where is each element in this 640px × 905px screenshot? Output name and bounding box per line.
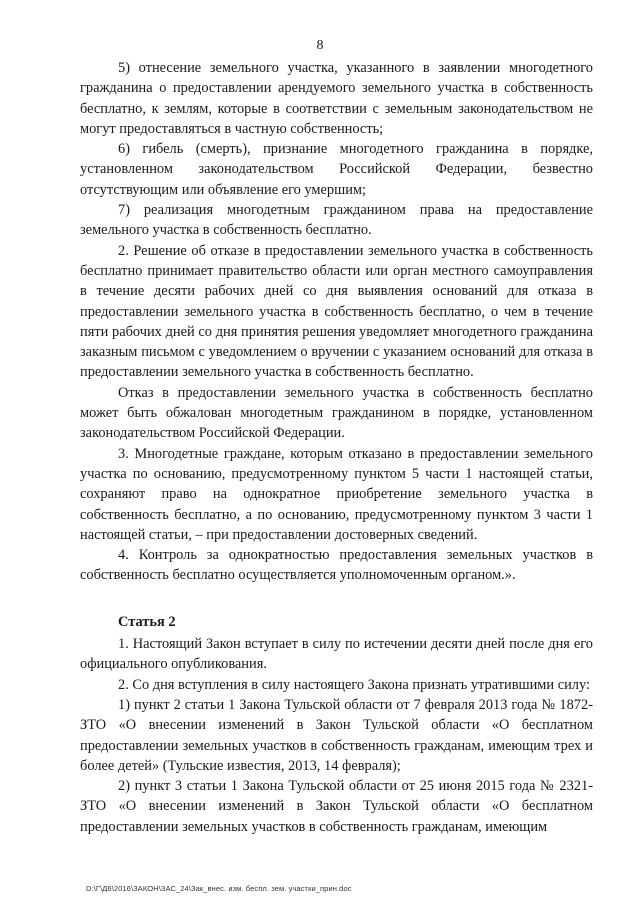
- paragraph: 2) пункт 3 статьи 1 Закона Тульской области от 25 июня 2015 года № 2321-ЗТО «О внесении изменений в Закон Тульской области «О бесплатном предоставлении земельных участков в собственность гражданам, имеющим: [80, 778, 593, 835]
- document-body: [80, 58, 593, 837]
- paragraph: 1) пункт 2 статьи 1 Закона Тульской области от 7 февраля 2013 года № 1872-ЗТО «О внесении изменений в Закон Тульской области «О бесплатном предоставлении земельных участков в собственность гражданам, имеющим трех и более детей» (Тульские известия, 2013, 14 февраля);: [80, 696, 593, 774]
- paragraph: 2. Со дня вступления в силу настоящего Закона признать утратившими силу:: [118, 676, 590, 693]
- paragraph: Отказ в предоставлении земельного участка в собственность бесплатно может быть обжалован многодетным гражданином в порядке, установленном законодательством Российской Федерации.: [80, 384, 593, 442]
- page-number: 8: [316, 38, 324, 53]
- paragraph: 7) реализация многодетным гражданином права на предоставление земельного участка в собственность бесплатно.: [80, 202, 593, 239]
- paragraph: 4. Контроль за однократностью предоставления земельных участков в собственность бесплатно осуществляется уполномоченным органом.».: [80, 547, 593, 584]
- paragraph: 6) гибель (смерть), признание многодетного гражданина в порядке, установленном законодательством Российской Федерации, безвестно отсутствующим или объявление его умершим;: [80, 141, 593, 198]
- paragraph: 3. Многодетные граждане, которым отказано в предоставлении земельного участка по основанию, предусмотренному пунктом 5 части 1 настоящей статьи, сохраняют право на однократное приобретение земельного участка в собственность бесплатно, а по основанию, предусмотренному пунктом 3 части 1 настоящей статьи, – при предоставлении достоверных сведений.: [80, 445, 593, 543]
- paragraph: 1. Настоящий Закон вступает в силу по истечении десяти дней после дня его официального опубликования.: [80, 636, 593, 673]
- article-heading: Статья 2: [118, 613, 176, 630]
- paragraph: 5) отнесение земельного участка, указанного в заявлении многодетного гражданина о предоставлении арендуемого земельного участка в собственность бесплатно, к землям, которые в соответствии с земельным законодательством не могут предоставляться в частную собственность;: [80, 60, 593, 137]
- paragraph: 2. Решение об отказе в предоставлении земельного участка в собственность бесплатно принимает правительство области или орган местного самоуправления в течение десяти рабочих дней со дня выявления оснований для отказа в предоставлении земельного участка в собственность бесплатно, о чем в течение пяти рабочих дней со дня принятия решения уведомляет многодетного гражданина заказным письмом с уведомлением о вручении с указанием оснований для отказа в предоставлении земельного участка в собственность бесплатно.: [80, 242, 593, 381]
- footer-file-path: D:\Г\Д6\2016\ЗАКОН\ЗАС_24\Зак_внес. изм. беспл. зем. участки_прин.doc: [86, 884, 352, 893]
